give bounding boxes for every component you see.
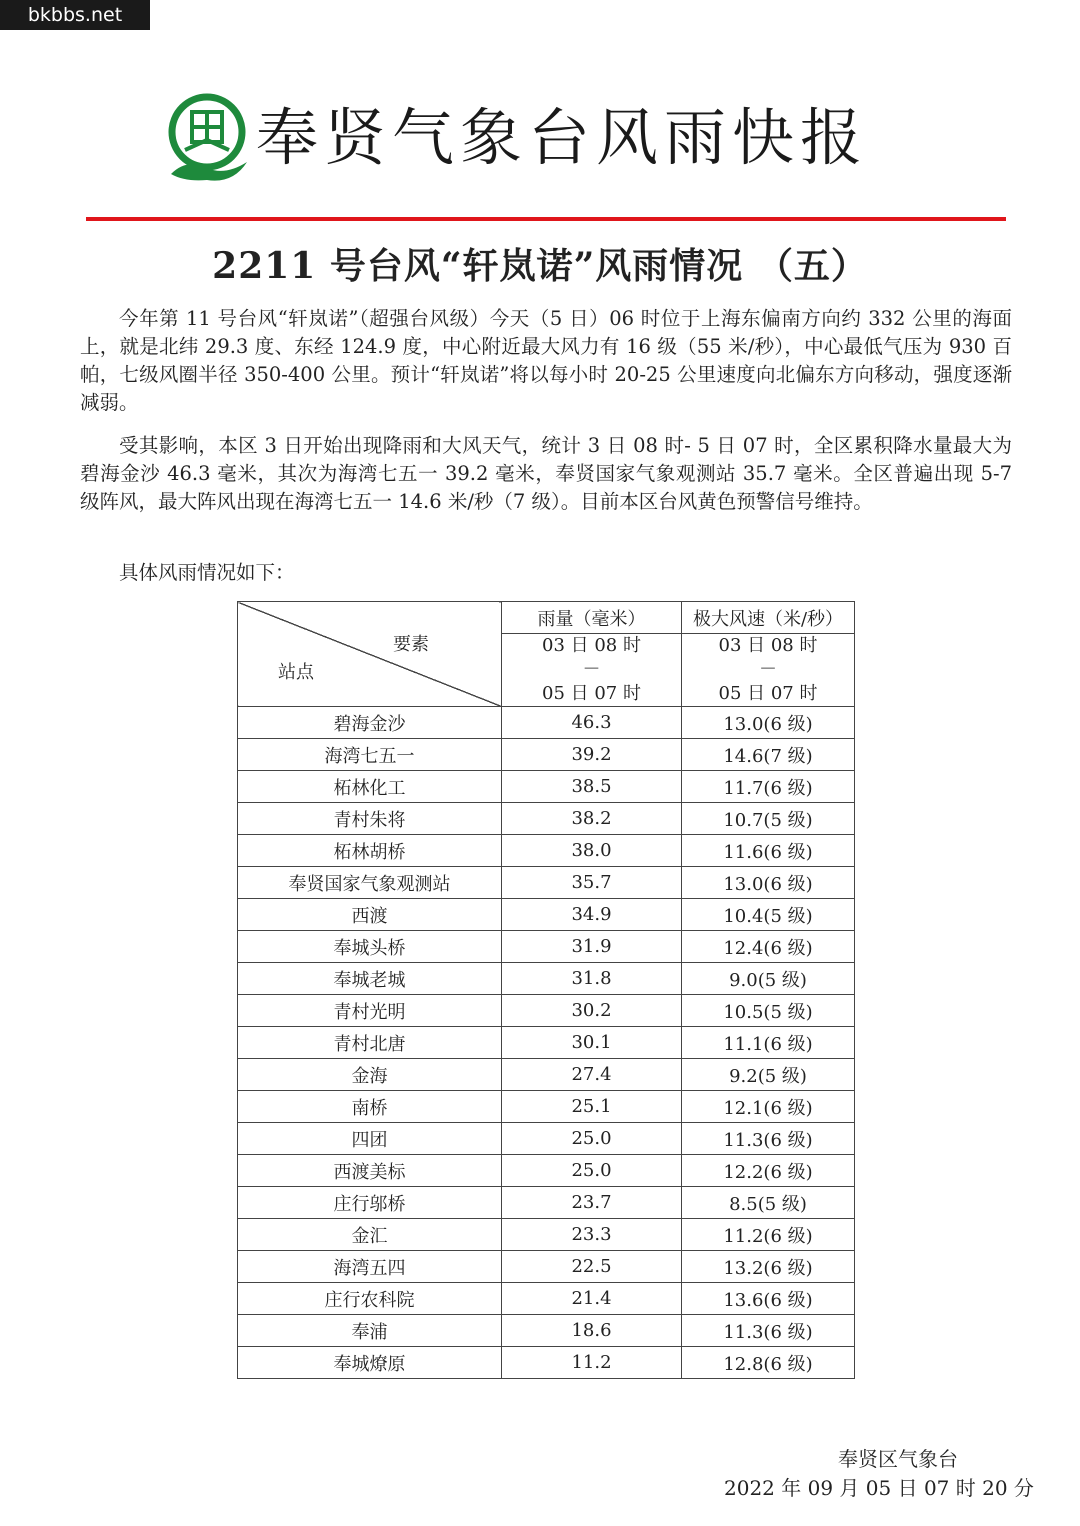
station-name: 青村光明 <box>238 995 502 1027</box>
table-row <box>238 867 855 899</box>
rainfall-value: 25.1 <box>502 1091 682 1123</box>
station-name: 奉城燎原 <box>238 1347 502 1379</box>
station-name: 庄行邬桥 <box>238 1187 502 1219</box>
period-end: 05 日 07 时 <box>542 683 641 704</box>
wind-value: 10.7(5 级) <box>682 803 855 835</box>
wind-value: 13.2(6 级) <box>682 1251 855 1283</box>
table-row <box>238 803 855 835</box>
period-start: 03 日 08 时 <box>542 635 641 656</box>
table-row <box>238 1123 855 1155</box>
table-row <box>238 963 855 995</box>
wind-value: 11.2(6 级) <box>682 1219 855 1251</box>
meteorological-logo-icon <box>167 92 253 184</box>
rainfall-value: 46.3 <box>502 707 682 739</box>
table-row <box>238 995 855 1027</box>
rainfall-value: 35.7 <box>502 867 682 899</box>
station-name: 柘林化工 <box>238 771 502 803</box>
station-name: 金汇 <box>238 1219 502 1251</box>
table-row <box>238 835 855 867</box>
wind-value: 12.4(6 级) <box>682 931 855 963</box>
paragraph-typhoon-position: 今年第 11 号台风“轩岚诺”（超强台风级）今天（5 日）06 时位于上海东偏南方向约 332 公里的海面上，就是北纬 29.3 度、东经 124.9 度，中心附近最大风力有 16 级（55 米/秒），中心最低气压为 930 百帕，七级风圈半径 350-400 公里。预计“轩岚诺”将以每小时 20-25 公里速度向北偏东方向移动，强度逐渐减弱。 <box>80 307 1012 414</box>
wind-value: 11.3(6 级) <box>682 1315 855 1347</box>
table-row <box>238 1283 855 1315</box>
station-name: 南桥 <box>238 1091 502 1123</box>
station-name: 西渡 <box>238 899 502 931</box>
wind-value: 11.6(6 级) <box>682 835 855 867</box>
station-name: 海湾五四 <box>238 1251 502 1283</box>
wind-value: 13.0(6 级) <box>682 867 855 899</box>
rainfall-value: 25.0 <box>502 1123 682 1155</box>
station-name: 海湾七五一 <box>238 739 502 771</box>
wind-value: 9.0(5 级) <box>682 963 855 995</box>
station-name: 奉城老城 <box>238 963 502 995</box>
header-wind-period <box>682 634 855 707</box>
rainfall-value: 11.2 <box>502 1347 682 1379</box>
rainfall-value: 22.5 <box>502 1251 682 1283</box>
rainfall-value: 18.6 <box>502 1315 682 1347</box>
wind-value: 10.4(5 级) <box>682 899 855 931</box>
rainfall-value: 31.9 <box>502 931 682 963</box>
wind-value: 12.1(6 级) <box>682 1091 855 1123</box>
rain-wind-table <box>237 601 855 1379</box>
table-row <box>238 1091 855 1123</box>
rainfall-value: 38.5 <box>502 771 682 803</box>
rainfall-value: 39.2 <box>502 739 682 771</box>
issue-datetime: 2022 年 09 月 05 日 07 时 20 分 <box>724 1476 1034 1500</box>
table-row <box>238 707 855 739</box>
red-divider <box>86 217 1006 221</box>
rainfall-value: 21.4 <box>502 1283 682 1315</box>
paragraph-intro: 具体风雨情况如下： <box>119 561 295 584</box>
station-name: 西渡美标 <box>238 1155 502 1187</box>
rainfall-value: 30.1 <box>502 1027 682 1059</box>
table-row <box>238 1187 855 1219</box>
rainfall-value: 38.0 <box>502 835 682 867</box>
rainfall-value: 23.7 <box>502 1187 682 1219</box>
table-row <box>238 1219 855 1251</box>
watermark: bkbbs.net <box>0 0 150 30</box>
station-name: 碧海金沙 <box>238 707 502 739</box>
station-name: 庄行农科院 <box>238 1283 502 1315</box>
rainfall-value: 27.4 <box>502 1059 682 1091</box>
station-name: 四团 <box>238 1123 502 1155</box>
period-separator: － <box>759 659 777 680</box>
table-row <box>238 1027 855 1059</box>
document-title: 2211 号台风“轩岚诺”风雨情况 （五） <box>212 245 868 287</box>
period-separator: － <box>582 659 601 680</box>
table-row <box>238 1347 855 1379</box>
station-name: 奉贤国家气象观测站 <box>238 867 502 899</box>
corner-label-station: 站点 <box>278 662 314 683</box>
table-row <box>238 931 855 963</box>
wind-value: 13.0(6 级) <box>682 707 855 739</box>
table-row <box>238 899 855 931</box>
table-row <box>238 1251 855 1283</box>
rainfall-value: 31.8 <box>502 963 682 995</box>
table-row <box>238 1155 855 1187</box>
station-name: 奉城头桥 <box>238 931 502 963</box>
station-name: 柘林胡桥 <box>238 835 502 867</box>
wind-value: 10.5(5 级) <box>682 995 855 1027</box>
issuing-organization: 奉贤区气象台 <box>838 1447 958 1471</box>
wind-value: 13.6(6 级) <box>682 1283 855 1315</box>
rainfall-value: 25.0 <box>502 1155 682 1187</box>
rainfall-value: 38.2 <box>502 803 682 835</box>
station-name: 青村朱将 <box>238 803 502 835</box>
header-max-wind: 极大风速（米/秒） <box>682 602 855 634</box>
station-name: 金海 <box>238 1059 502 1091</box>
wind-value: 11.3(6 级) <box>682 1123 855 1155</box>
table-row <box>238 739 855 771</box>
rainfall-value: 34.9 <box>502 899 682 931</box>
wind-value: 14.6(7 级) <box>682 739 855 771</box>
table-row <box>238 1315 855 1347</box>
table-row <box>238 771 855 803</box>
period-end: 05 日 07 时 <box>718 683 818 704</box>
rainfall-value: 23.3 <box>502 1219 682 1251</box>
wind-value: 12.2(6 级) <box>682 1155 855 1187</box>
wind-value: 11.7(6 级) <box>682 771 855 803</box>
table-row <box>238 1059 855 1091</box>
table-corner-header <box>238 602 502 707</box>
wind-value: 12.8(6 级) <box>682 1347 855 1379</box>
masthead-title: 奉贤气象台风雨快报 <box>256 101 869 174</box>
corner-label-element: 要素 <box>393 634 429 655</box>
wind-value: 11.1(6 级) <box>682 1027 855 1059</box>
station-name: 青村北唐 <box>238 1027 502 1059</box>
period-start: 03 日 08 时 <box>718 635 818 656</box>
wind-value: 9.2(5 级) <box>682 1059 855 1091</box>
station-name: 奉浦 <box>238 1315 502 1347</box>
rainfall-value: 30.2 <box>502 995 682 1027</box>
header-rain-period <box>502 634 682 707</box>
paragraph-impact: 受其影响，本区 3 日开始出现降雨和大风天气，统计 3 日 08 时- 5 日 07 时，全区累积降水量最大为碧海金沙 46.3 毫米，其次为海湾七五一 39.2 毫米，奉贤国家气象观测站 35.7 毫米。全区普遍出现 5-7 级阵风，最大阵风出现在海湾七五一 14.6 米/秒（7 级）。目前本区台风黄色预警信号维持。 <box>80 434 1012 513</box>
wind-value: 8.5(5 级) <box>682 1187 855 1219</box>
header-rainfall: 雨量（毫米） <box>502 602 682 634</box>
